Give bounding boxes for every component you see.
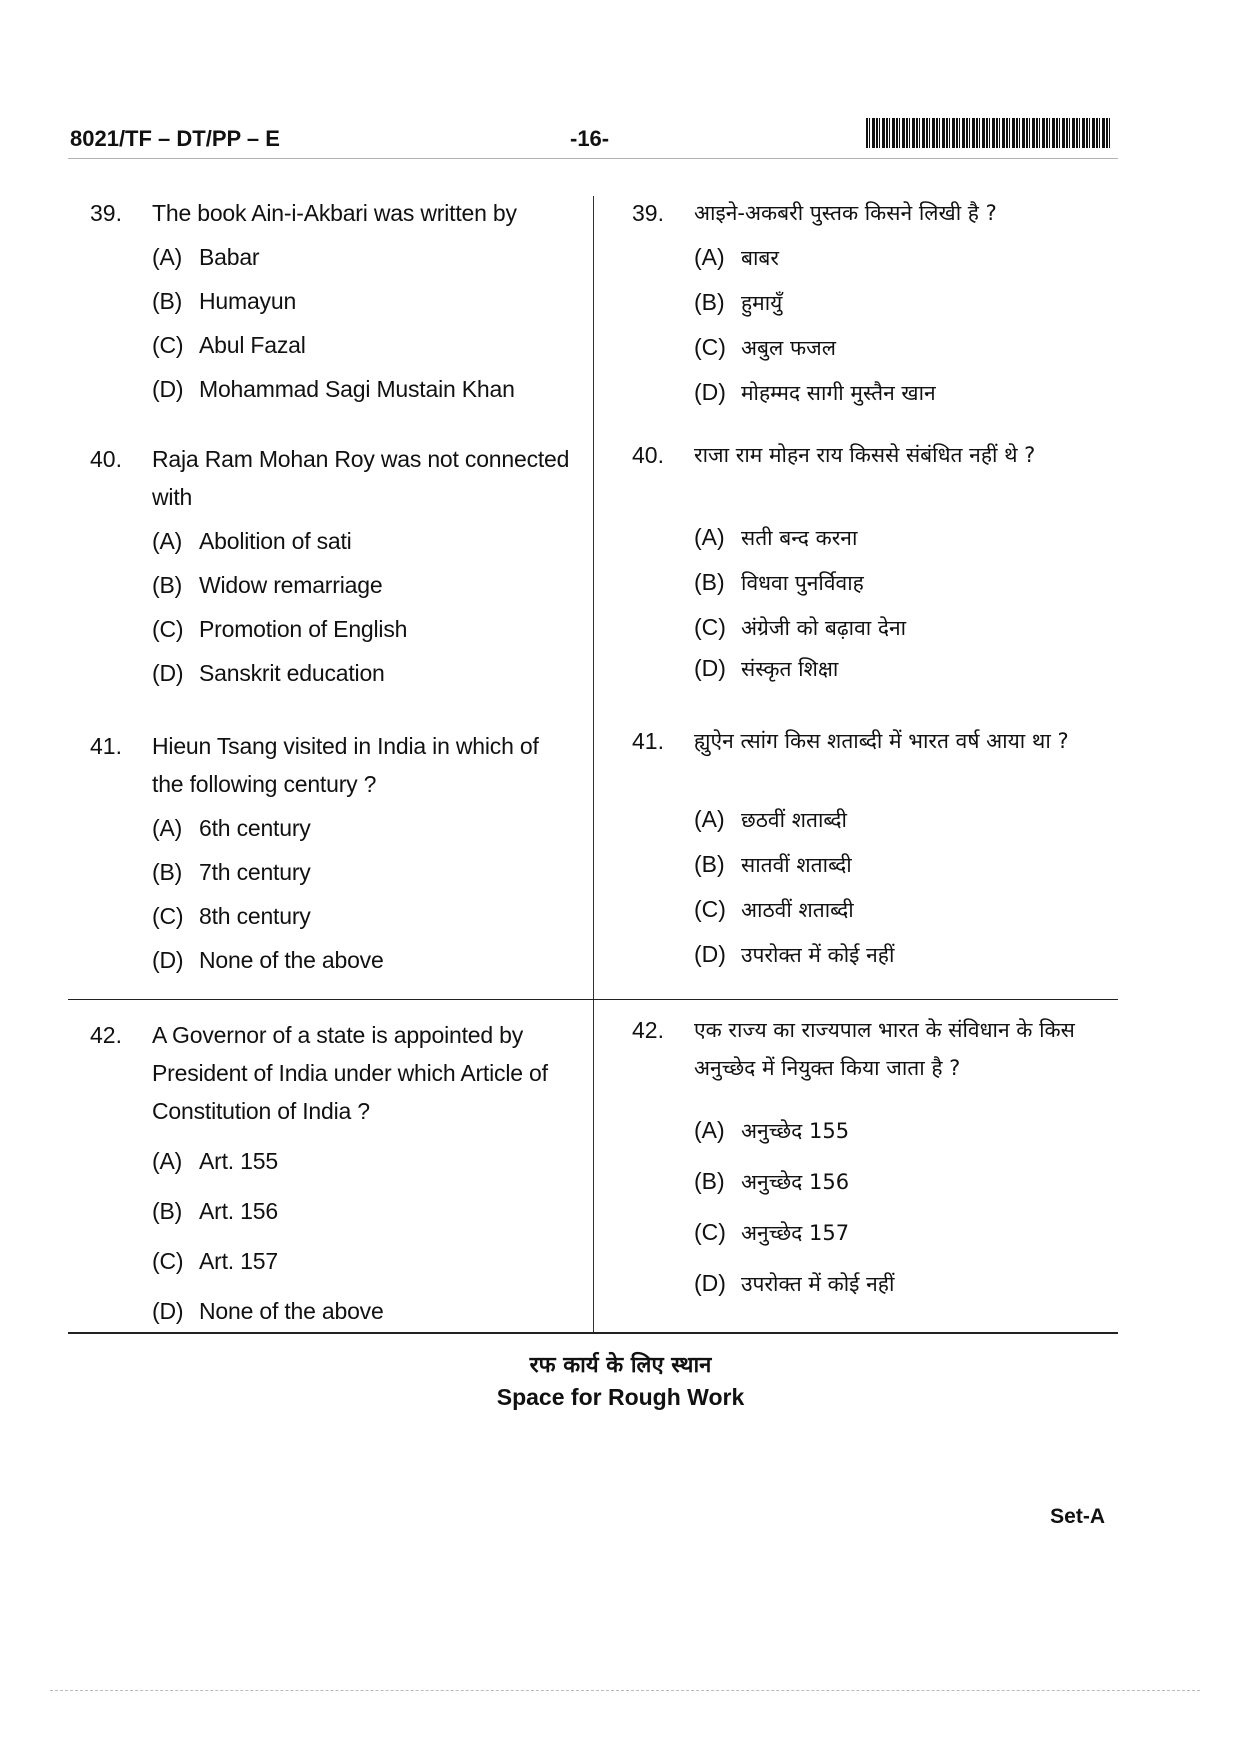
question-number: 41. [90,733,122,759]
option-b: (B) Art. 156 [152,1198,278,1224]
set-label: Set-A [1050,1505,1105,1528]
question-text: राजा राम मोहन राय किससे संबंधित नहीं थे ? [694,443,1036,467]
option-d: (D) Mohammad Sagi Mustain Khan [152,376,515,402]
option-b: (B) Humayun [152,288,297,314]
question-number: 40. [632,442,664,468]
option-a: (A) छठवीं शताब्दी [694,806,847,832]
question-40-hi [632,436,1112,688]
option-b: (B) विधवा पुनर्विवाह [694,569,864,595]
option-c: (C) अंग्रेजी को बढ़ावा देना [694,614,907,640]
option-d: (D) उपरोक्त में कोई नहीं [694,941,895,967]
option-d: (D) Sanskrit education [152,660,385,686]
option-c: (C) अनुच्छेद 157 [694,1219,850,1245]
question-text-line-1: एक राज्य का राज्यपाल भारत के संविधान के किस [694,1018,1075,1042]
question-text: The book Ain-i-Akbari was written by [152,200,517,226]
option-a: (A) Abolition of sati [152,528,352,554]
question-40-en [90,440,590,692]
option-d: (D) None of the above [152,1298,384,1324]
option-b: (B) 7th century [152,859,311,885]
question-text-line-1: Hieun Tsang visited in India in which of [152,733,539,759]
question-number: 39. [90,200,122,226]
option-b: (B) Widow remarriage [152,572,383,598]
option-d: (D) मोहम्मद सागी मुस्तैन खान [694,379,936,405]
paper-code: 8021/TF – DT/PP – E [70,126,280,151]
question-text-line-2: the following century ? [152,771,377,797]
header-divider [68,158,1118,159]
option-b: (B) हुमायुँ [694,289,783,315]
option-c: (C) आठवीं शताब्दी [694,896,854,922]
question-42-hi [632,1011,1112,1303]
option-b: (B) सातवीं शताब्दी [694,851,852,877]
bottom-dashed-line [50,1690,1200,1691]
option-d: (D) उपरोक्त में कोई नहीं [694,1270,895,1296]
option-a: (A) 6th century [152,815,311,841]
question-number: 42. [632,1017,664,1043]
question-text-line-1: Raja Ram Mohan Roy was not connected [152,446,570,472]
page-number: -16- [570,126,610,151]
option-a: (A) सती बन्द करना [694,524,858,550]
question-number: 39. [632,200,664,226]
option-a: (A) बाबर [694,244,780,270]
bottom-rule [68,1332,1118,1334]
question-number: 42. [90,1022,122,1048]
question-39-hi [632,194,1112,412]
question-number: 40. [90,446,122,472]
option-c: (C) अबुल फजल [694,334,836,360]
option-a: (A) Babar [152,244,260,270]
question-text-line-1: A Governor of a state is appointed by [152,1022,524,1048]
question-41-hi [632,722,1112,974]
option-c: (C) 8th century [152,903,311,929]
question-text: ह्युऐन त्सांग किस शताब्दी में भारत वर्ष आया था ? [694,729,1069,753]
option-c: (C) Promotion of English [152,616,408,642]
option-d: (D) संस्कृत शिक्षा [694,655,839,681]
question-text-line-2: अनुच्छेद में नियुक्त किया जाता है ? [694,1056,961,1080]
option-b: (B) अनुच्छेद 156 [694,1168,850,1194]
option-a: (A) अनुच्छेद 155 [694,1117,850,1143]
rough-work-label-hindi: रफ कार्य के लिए स्थान [529,1353,712,1378]
question-text-line-3: Constitution of India ? [152,1098,370,1124]
column-divider [593,196,594,1333]
barcode-icon [866,118,1111,148]
separator-line [68,999,1118,1000]
rough-work-label: Space for Rough Work [496,1384,745,1410]
option-c: (C) Art. 157 [152,1248,278,1274]
option-c: (C) Abul Fazal [152,332,306,358]
question-41-en [90,727,590,979]
question-39-en [90,194,590,408]
question-text-line-2: with [152,484,193,510]
question-text-line-2: President of India under which Article of [152,1060,548,1086]
option-a: (A) Art. 155 [152,1148,278,1174]
option-d: (D) None of the above [152,947,384,973]
question-number: 41. [632,728,664,754]
question-text: आइने-अकबरी पुस्तक किसने लिखी है ? [694,201,997,225]
question-42-en [90,1016,590,1330]
